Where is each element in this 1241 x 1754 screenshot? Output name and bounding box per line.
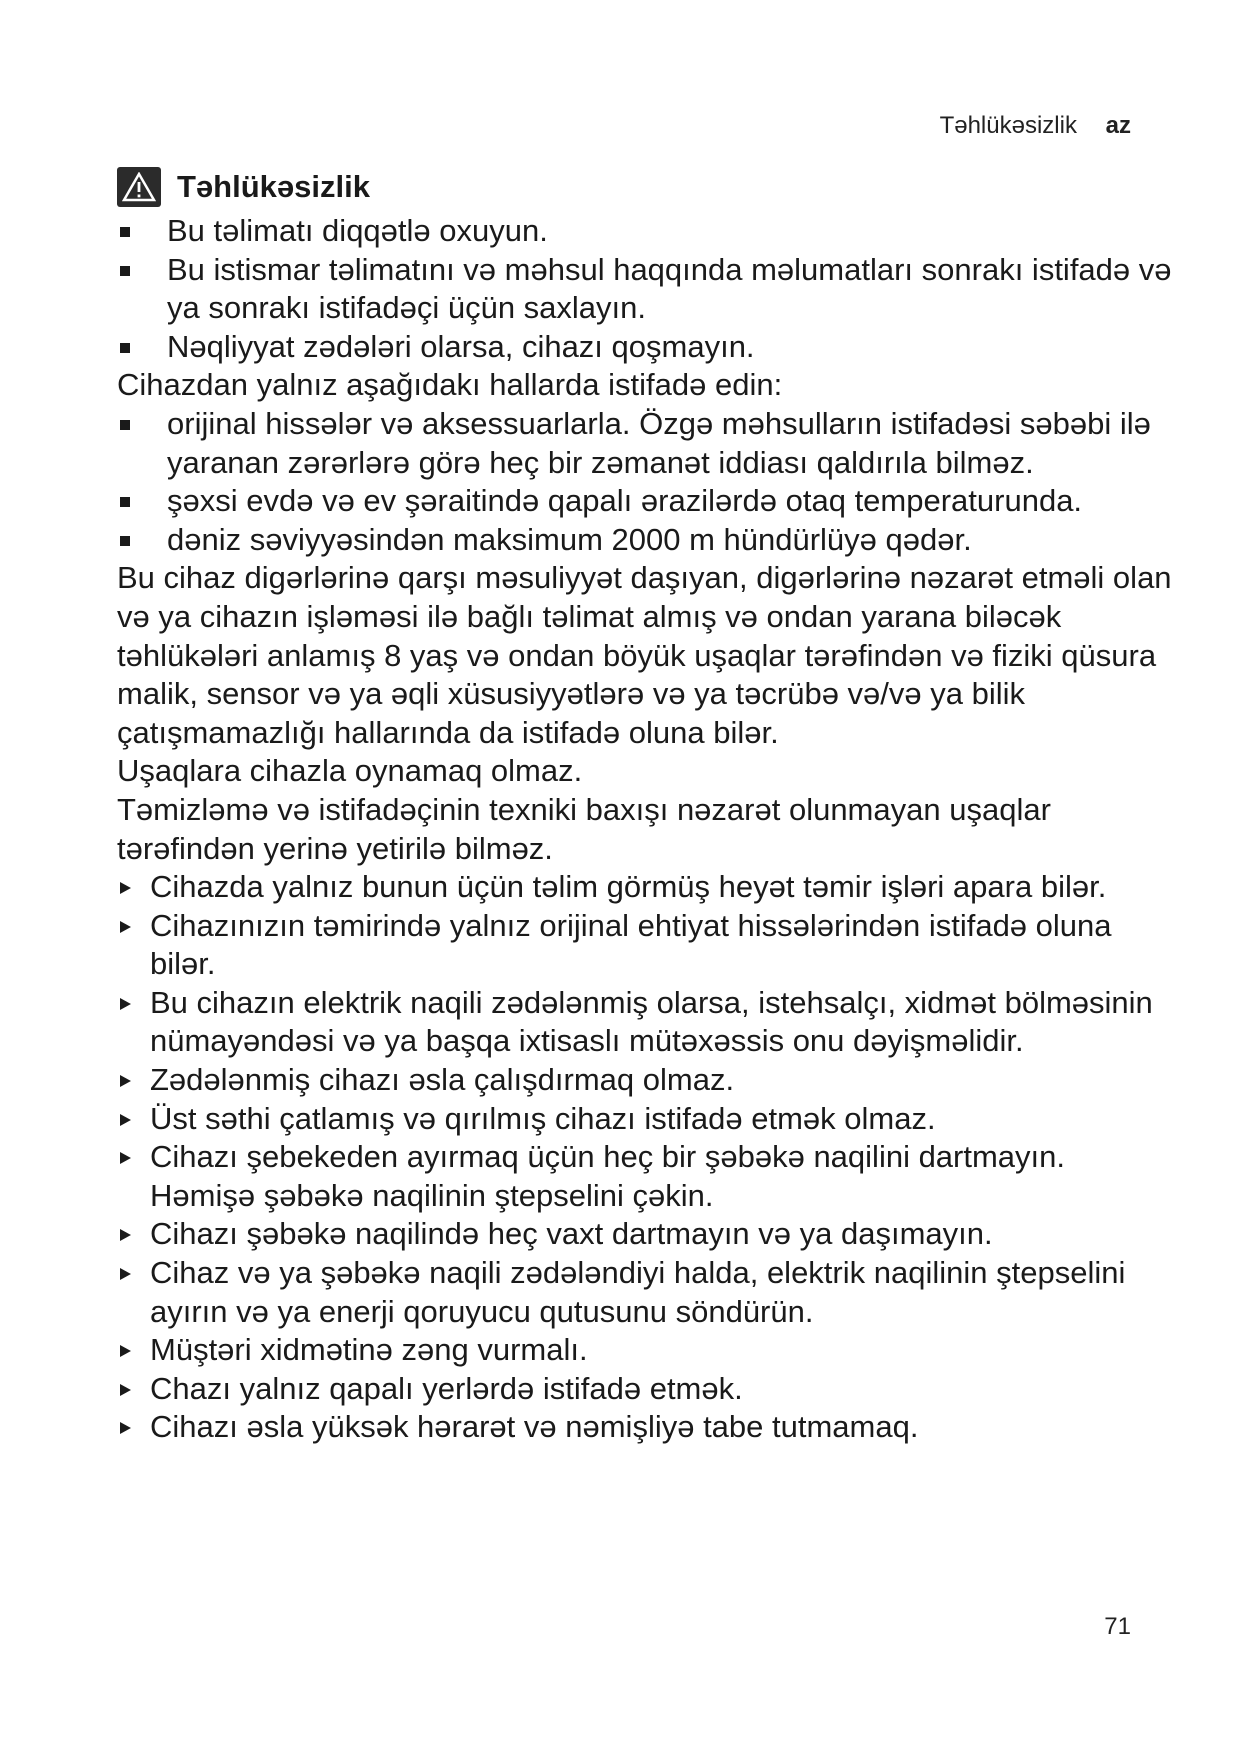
page-number: 71 [1104, 1613, 1131, 1640]
header-section-title: Təhlükəsizlik [939, 112, 1077, 139]
header-language-code: az [1105, 112, 1131, 139]
warning-icon [117, 167, 161, 207]
list-item: Cihazı şebekeden ayırmaq üçün heç bir şəbəkə naqilini dartmayın. Həmişə şəbəkə naqilinin ştepselini çəkin. [117, 1138, 1177, 1215]
list-item: Nəqliyyat zədələri olarsa, cihazı qoşmayın. [117, 328, 1177, 367]
running-header [940, 112, 1131, 140]
list-item: şəxsi evdə və ev şəraitində qapalı ərazilərdə otaq temperaturunda. [117, 482, 1177, 521]
list-item: Bu təlimatı diqqətlə oxuyun. [117, 212, 1177, 251]
usage-intro: Cihazdan yalnız aşağıdakı hallarda istifadə edin: [117, 367, 783, 403]
list-item: dəniz səviyyəsindən maksimum 2000 m hündürlüyə qədər. [117, 521, 1177, 560]
list-item: Cihazınızın təmirində yalnız orijinal ehtiyat hissələrindən istifadə oluna bilər. [117, 907, 1177, 984]
page-title: Təhlükəsizlik [177, 169, 370, 204]
paragraph: Bu cihaz digərlərinə qarşı məsuliyyət daşıyan, digərlərinə nəzarət etməli olan və ya cihazın işləməsi ilə bağlı təlimat almış və ondan yarana biləcək təhlükələri anlamış 8 yaş və ondan böyük uşaqlar tərəfindən və fiziki qüsura malik, sensor və ya əqli xüsusiyyətlərə və ya təcrübə və/və ya bilik çatışmamazlığı hallarında da istifadə oluna bilər. [117, 560, 1172, 750]
paragraph: Uşaqlara cihazla oynamaq olmaz. [117, 753, 583, 789]
section-heading [117, 162, 1177, 212]
list-item: Chazı yalnız qapalı yerlərdə istifadə etmək. [117, 1370, 1177, 1409]
list-item: Bu cihazın elektrik naqili zədələnmiş olarsa, istehsalçı, xidmət bölməsinin nümayəndəsi və ya başqa ixtisaslı mütəxəssis onu dəyişməlidir. [117, 984, 1177, 1061]
list-item: Müştəri xidmətinə zəng vurmalı. [117, 1331, 1177, 1370]
list-item: Bu istismar təlimatını və məhsul haqqında məlumatları sonrakı istifadə və ya sonrakı istifadəçi üçün saxlayın. [117, 251, 1177, 328]
page-content [117, 162, 1177, 1447]
list-item: Cihazı şəbəkə naqilində heç vaxt dartmayın və ya daşımayın. [117, 1215, 1177, 1254]
list-item: Zədələnmiş cihazı əsla çalışdırmaq olmaz. [117, 1061, 1177, 1100]
list-item: Cihaz və ya şəbəkə naqili zədələndiyi halda, elektrik naqilinin ştepselini ayırın və ya enerji qoruyucu qutusunu söndürün. [117, 1254, 1177, 1331]
list-item: Cihazda yalnız bunun üçün təlim görmüş heyət təmir işləri apara bilər. [117, 868, 1177, 907]
paragraph: Təmizləmə və istifadəçinin texniki baxışı nəzarət olunmayan uşaqlar tərəfindən yerinə yetirilə bilməz. [117, 791, 1051, 866]
list-item: Üst səthi çatlamış və qırılmış cihazı istifadə etmək olmaz. [117, 1100, 1177, 1139]
list-item: Cihazı əsla yüksək hərarət və nəmişliyə tabe tutmamaq. [117, 1408, 1177, 1447]
list-item: orijinal hissələr və aksessuarlarla. Özgə məhsulların istifadəsi səbəbi ilə yaranan zərərlərə görə heç bir zəmanət iddiası qaldırıla bilməz. [117, 405, 1177, 482]
